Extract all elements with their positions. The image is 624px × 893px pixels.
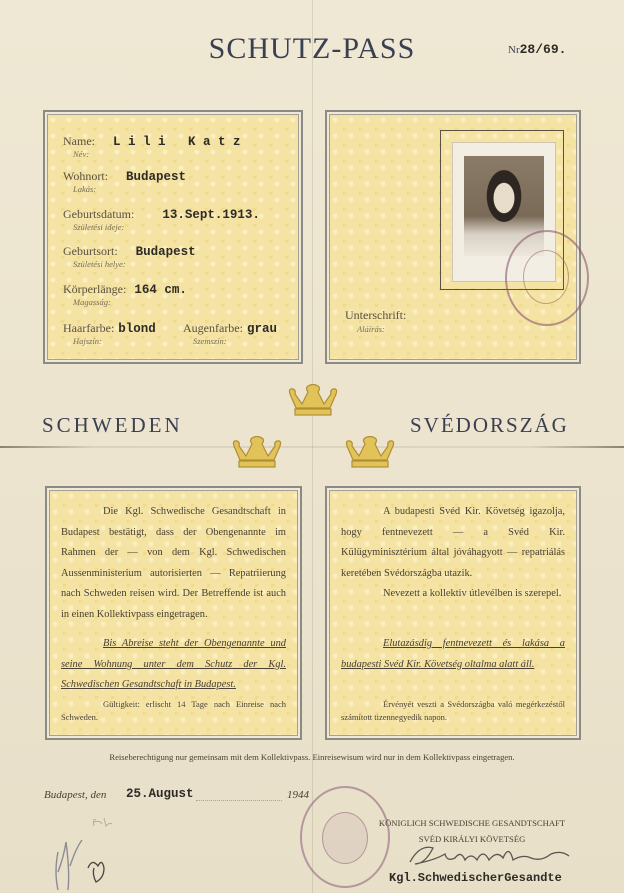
german-protection-clause [61, 634, 286, 696]
document-title: SCHUTZ-PASS [208, 32, 416, 65]
field-birthdate [63, 205, 260, 232]
pass-number-label: Nr [508, 44, 520, 56]
hungarian-paragraph-text: A budapesti Svéd Kir. Követség igazolja, hogy fentnevezett — a Svéd Kir. Külügyminisztérium által jóváhagyott — repatriálás keretében Svédországba utazik. [341, 506, 565, 579]
field-sublabel: Hajszín: [73, 336, 102, 346]
field-sublabel: Lakás: [73, 184, 97, 194]
hungarian-paragraph [341, 502, 565, 584]
field-sublabel: Szemszín: [193, 336, 227, 346]
country-name-hungarian: SVÉDORSZÁG [410, 413, 569, 437]
signature-label: Unterschrift: [345, 308, 407, 322]
fold-line-horizontal [0, 446, 624, 448]
field-value: Budapest [135, 245, 196, 259]
legation-name-hungarian: SVÉD KIRÁLYI KÖVETSÉG [418, 834, 526, 844]
issue-place: Budapest, den [44, 789, 107, 801]
handwritten-initials-icon [48, 812, 128, 892]
field-label: Name: [63, 134, 95, 148]
field-sublabel: Név: [73, 149, 90, 159]
field-label: Körperlänge: [63, 282, 127, 296]
pass-number-value: 28/69. [519, 42, 567, 57]
german-paragraph [61, 502, 286, 625]
field-value: Budapest [126, 170, 187, 184]
signature-sublabel: Aláírás: [357, 324, 385, 334]
photo-panel [325, 110, 581, 364]
field-height [63, 280, 187, 307]
field-value: 13.Sept.1913. [162, 208, 260, 222]
german-validity-text: Gültigkeit: erlischt 14 Tage nach Einreise nach Schweden. [61, 699, 286, 722]
legation-name-german: KÖNIGLICH SCHWEDISCHE GESANDTSCHAFT [378, 818, 566, 828]
issue-date: 25.August [126, 787, 194, 801]
field-value: grau [246, 322, 277, 336]
field-birthplace [63, 242, 196, 269]
field-label: Haarfarbe: [63, 321, 115, 335]
signatory-title: Kgl.SchwedischerGesandte [389, 871, 562, 885]
hungarian-validity-text: Érvényét veszti a Svédországba való megérkezéstől számított tizennegyedik napon. [341, 699, 565, 722]
travel-permission-note: Reiseberechtigung nur gemeinsam mit dem Kollektivpass. Einreisewisum wird nur in dem Kollektivpass eingetragen. [109, 752, 515, 762]
field-value: L i l i K a t z [113, 135, 241, 149]
field-sublabel: Magasság: [73, 297, 111, 307]
field-value: 164 cm. [134, 283, 187, 297]
identity-panel [43, 110, 303, 364]
hungarian-text-panel [325, 486, 581, 740]
crown-icon [286, 384, 340, 418]
issue-year: 1944 [287, 789, 309, 801]
field-residence [63, 167, 186, 194]
ambassador-signature-icon [405, 840, 575, 870]
hungarian-validity-note [341, 698, 565, 724]
field-hair-color [63, 319, 156, 346]
field-value: blond [118, 322, 156, 336]
field-name [63, 132, 241, 159]
hungarian-paragraph2-text: Nevezett a kollektiv útlevélben is szerepel. [383, 588, 562, 599]
field-sublabel: Születési helye: [73, 259, 126, 269]
pass-number [508, 42, 566, 57]
stamp-emblem-icon [523, 250, 569, 304]
crown-icon [230, 436, 284, 470]
german-text-panel [45, 486, 302, 740]
hungarian-protection-text: Elutazásdig fentnevezett és lakása a budapesti Svéd Kir. Követség oltalma alatt áll. [341, 638, 565, 670]
hungarian-protection-clause [341, 634, 565, 675]
field-sublabel: Születési ideje: [73, 222, 125, 232]
german-protection-text: Bis Abreise steht der Obengenannte und seine Wohnung unter dem Schutz der Kgl. Schwedischen Gesandtschaft in Budapest. [61, 638, 286, 690]
field-label: Geburtsdatum: [63, 207, 135, 221]
german-paragraph-text: Die Kgl. Schwedische Gesandtschaft in Budapest bestätigt, dass der Obengenannte im Rahmen der — von dem Kgl. Schwedischen Aussenministerium autorisierten — Repatriierung nach Schweden reisen wird. Der Betreffende ist auch in einen Kollektivpass eingetragen. [61, 506, 286, 620]
country-name-german: SCHWEDEN [42, 413, 183, 437]
field-label: Wohnort: [63, 169, 109, 183]
hungarian-paragraph-2 [341, 584, 565, 605]
field-label: Augenfarbe: [183, 321, 243, 335]
field-eye-color [183, 319, 277, 346]
field-label: Geburtsort: [63, 244, 118, 258]
date-line [196, 800, 282, 801]
german-validity-note [61, 698, 286, 724]
crown-icon [343, 436, 397, 470]
